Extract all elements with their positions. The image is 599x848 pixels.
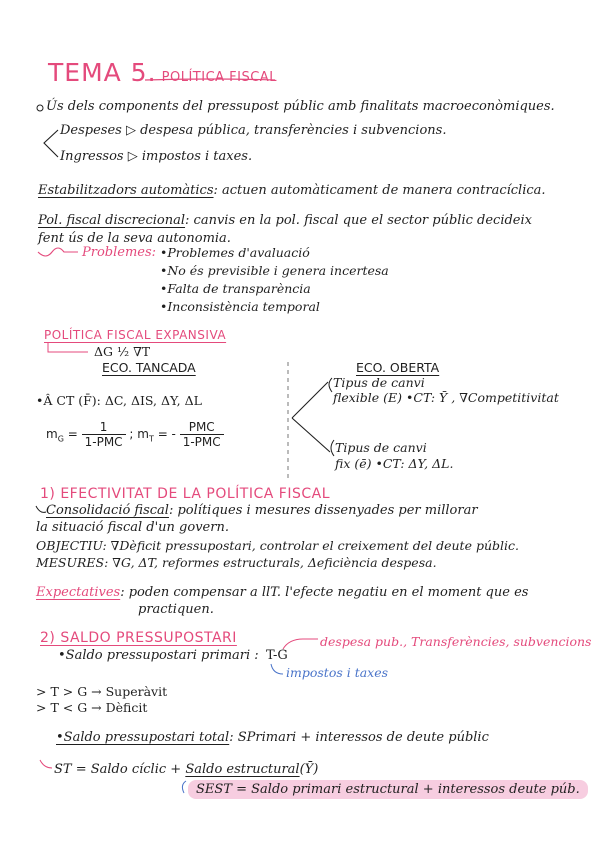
problem-item: •No és previsible i genera incertesa [160, 263, 389, 278]
total-balance-text: : SPrimari + interessos de deute públic [229, 730, 489, 745]
total-balance-term: •Saldo pressupostari total [56, 730, 230, 745]
mt-label: m [137, 427, 149, 441]
st-prefix: ST = Saldo cíclic + [54, 762, 182, 777]
discretionary-line2: fent ús de la seva autonomia. [38, 231, 231, 246]
consolidation-line1 [46, 503, 478, 518]
closed-eco-effects: •Â CT (F̄): ΔC, ΔIS, ΔY, ΔL [36, 393, 202, 408]
consolidation-line2: la situació fiscal d'un govern. [36, 520, 229, 535]
intro-income: Ingressos ▷ impostos i taxes. [60, 149, 253, 164]
primary-balance-label: •Saldo pressupostari primari : [58, 648, 259, 663]
mg-fraction [82, 420, 126, 449]
expansive-arrow-text: ΔG ½ ∇T [94, 344, 151, 359]
open-fix-line1: Tipus de canvi [335, 440, 427, 455]
expectations-text1: : poden compensar a llT. l'efecte negatiu en el moment que es [120, 585, 529, 600]
mg-num: 1 [82, 420, 126, 435]
stabilizers-line [38, 183, 546, 198]
problems-label: Problemes: [82, 245, 157, 260]
title-name: POLÍTICA FISCAL [161, 70, 277, 85]
objective-line: OBJECTIU: ∇Dèficit pressupostari, controlar el creixement del deute públic. [36, 538, 519, 553]
expectations-line1 [36, 585, 528, 600]
expansive-heading: POLÍTICA FISCAL EXPANSIVA [44, 328, 227, 342]
mt-eq: = - [157, 427, 176, 441]
effectiveness-heading: 1) EFECTIVITAT DE LA POLÍTICA FISCAL [40, 486, 331, 502]
mg-label: m [46, 427, 58, 441]
mt-den: 1-PMC [182, 435, 221, 449]
discretionary-text1: : canvis en la pol. fiscal que el sector públic decideix [185, 213, 532, 228]
multiplier-sep: ; [129, 427, 134, 441]
surplus-line: > T > G → Superàvit [36, 684, 168, 699]
g-note: despesa pub., Transferències, subvencions [320, 634, 592, 649]
expectations-term: Expectatives [36, 585, 121, 600]
mg-den: 1-PMC [84, 435, 123, 449]
consolidation-term: Consolidació fiscal [46, 503, 169, 518]
deficit-line: > T < G → Dèficit [36, 700, 148, 715]
problem-item: •Falta de transparència [160, 281, 311, 296]
measures-line: MESURES: ∇G, ΔT, reformes estructurals, Δeficiència despesa. [36, 555, 437, 570]
mt-sub: T [148, 434, 154, 444]
balance-heading: 2) SALDO PRESSUPOSTARI [40, 630, 237, 646]
st-suffix: (Ȳ) [299, 762, 319, 777]
st-line [54, 762, 318, 777]
multipliers [46, 420, 224, 449]
closed-eco-label: ECO. TANCADA [102, 360, 196, 375]
open-flex-line2: flexible (E) •CT: Ȳ , ∇Competitivitat [333, 390, 559, 405]
mt-fraction [180, 420, 224, 449]
st-structural: Saldo estructural [185, 762, 300, 777]
open-fix-line2: fix (ē) •CT: ΔY, ΔL. [335, 456, 454, 471]
intro-bullet: Ús dels components del pressupost públic amb finalitats macroeconòmiques. [46, 99, 555, 114]
primary-balance-formula: T-G [266, 648, 288, 663]
discretionary-term: Pol. fiscal discrecional [38, 213, 186, 228]
expectations-line2: practiquen. [138, 602, 214, 617]
title-number: TEMA 5. [48, 58, 157, 87]
intro-expenses: Despeses ▷ despesa pública, transferències i subvencions. [60, 123, 447, 138]
discretionary-line1 [38, 213, 532, 228]
sest-text: SEST = Saldo primari estructural + interessos deute púb. [188, 780, 588, 799]
total-balance-line [56, 730, 489, 745]
stabilizers-text: : actuen automàticament de manera contracíclica. [213, 183, 546, 198]
consolidation-text1: : polítiques i mesures dissenyades per millorar [168, 503, 478, 518]
problem-item: •Problemes d'avaluació [160, 245, 310, 260]
problem-item: •Inconsistència temporal [160, 299, 320, 314]
mg-eq: = [67, 427, 78, 441]
open-flex-line1: Tipus de canvi [333, 375, 425, 390]
mt-num: PMC [180, 420, 224, 435]
sest-highlight [188, 782, 588, 797]
stabilizers-term: Estabilitzadors automàtics [38, 183, 214, 198]
t-note: impostos i taxes [286, 665, 389, 680]
title-row [48, 58, 277, 87]
mg-sub: G [57, 434, 64, 444]
open-eco-label: ECO. OBERTA [356, 360, 440, 375]
